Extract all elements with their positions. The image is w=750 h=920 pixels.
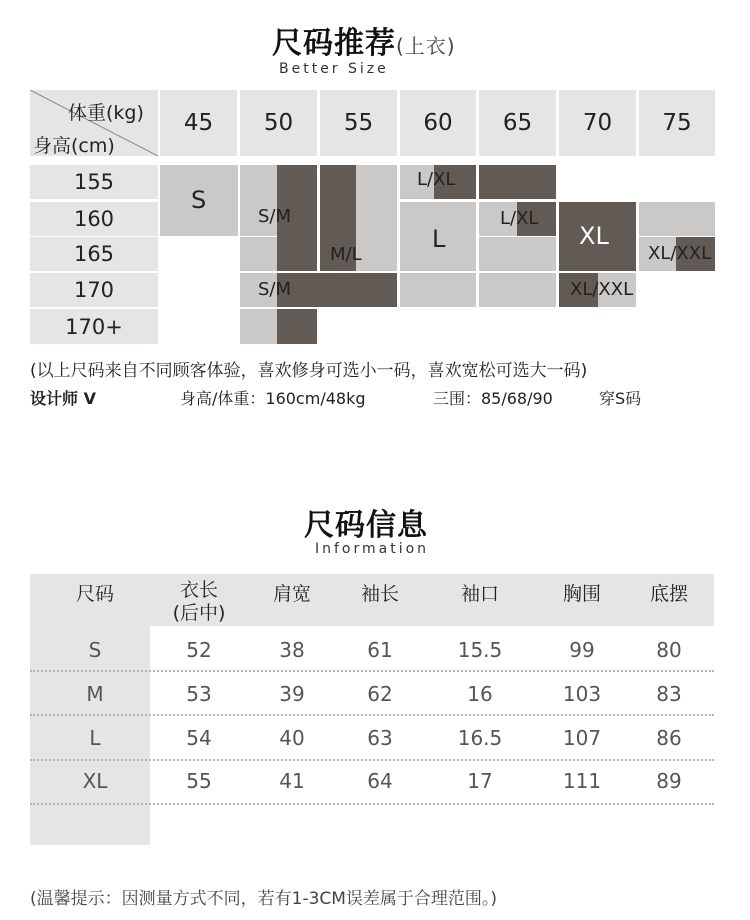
table-cell: 103: [562, 682, 602, 706]
height-label: 165: [30, 237, 158, 271]
header-sleeve-length: 袖长: [360, 583, 399, 605]
table-cell: 17: [467, 769, 493, 793]
size-cell: L: [89, 726, 101, 750]
designer-size: 穿S码: [599, 389, 642, 408]
weight-header: 45: [160, 90, 237, 156]
measurement-tip: (温馨提示：因测量方式不同，若有1-3CM误差属于合理范围。): [30, 889, 498, 909]
size-block-light: [240, 309, 277, 344]
info-subtitle: Information: [315, 541, 430, 557]
size-label-s-m: S/M: [258, 206, 292, 227]
size-block-light: [356, 165, 397, 271]
table-cell: 61: [367, 638, 393, 662]
header-size: 尺码: [75, 583, 114, 605]
table-cell: 39: [279, 682, 305, 706]
weight-header: 65: [479, 90, 556, 156]
weight-header: 50: [240, 90, 317, 156]
size-label-l: L: [432, 225, 446, 253]
table-cell: 41: [279, 769, 305, 793]
size-label-xl-xxl: XL/XXL: [648, 243, 712, 264]
weight-header: 70: [559, 90, 636, 156]
designer-name: 设计师 V: [30, 389, 96, 408]
table-cell: 16: [467, 682, 493, 706]
size-label-s-m: S/M: [258, 279, 292, 300]
table-cell: 40: [279, 726, 305, 750]
size-label-m-l: M/L: [330, 244, 362, 265]
table-cell: 64: [367, 769, 393, 793]
size-cell: XL: [82, 769, 108, 793]
table-cell: 83: [656, 682, 682, 706]
weight-header: 55: [320, 90, 397, 156]
table-cell: 55: [186, 769, 212, 793]
height-label: 170: [30, 273, 158, 307]
weight-header: 75: [639, 90, 715, 156]
header-hem: 底摆: [649, 583, 688, 605]
height-label: 170+: [30, 309, 158, 344]
table-cell: 63: [367, 726, 393, 750]
table-cell: 107: [562, 726, 602, 750]
table-cell: 15.5: [457, 638, 503, 662]
recommend-title-text: 尺码推荐: [272, 26, 396, 61]
recommend-title-suffix: (上衣): [396, 34, 456, 58]
size-label-s: S: [191, 186, 207, 214]
weight-header: 60: [400, 90, 476, 156]
header-length: 衣长 (后中): [172, 579, 226, 624]
size-block-light: [400, 273, 476, 307]
row-divider: [30, 759, 714, 761]
size-block-light: [639, 202, 715, 236]
table-cell: 52: [186, 638, 212, 662]
corner-weight-label: 体重(kg): [68, 102, 144, 124]
table-cell: 99: [569, 638, 595, 662]
recommend-subtitle: Better Size: [279, 61, 389, 77]
size-block-dark: [277, 273, 397, 307]
table-cell: 86: [656, 726, 682, 750]
header-chest: 胸围: [562, 583, 601, 605]
recommend-title: [272, 18, 456, 62]
size-block-light: [479, 273, 556, 307]
table-cell: 111: [562, 769, 602, 793]
corner-height-label: 身高(cm): [33, 135, 115, 157]
designer-measurements: 三围：85/68/90: [433, 389, 553, 408]
row-divider: [30, 670, 714, 672]
recommend-note: (以上尺码来自不同顾客体验，喜欢修身可选小一码，喜欢宽松可选大一码): [30, 361, 588, 381]
size-block-light: [479, 237, 556, 271]
size-label-l-xl: L/XL: [417, 169, 456, 190]
size-block-dark: [277, 309, 317, 344]
size-block-dark: [479, 165, 556, 199]
height-label: 160: [30, 202, 158, 236]
table-cell: 38: [279, 638, 305, 662]
info-title: 尺码信息: [304, 508, 428, 543]
size-label-xl: XL: [579, 222, 609, 250]
size-cell: S: [88, 638, 102, 662]
size-block-light: [240, 237, 277, 271]
height-label: 155: [30, 165, 158, 199]
header-cuff: 袖口: [460, 583, 499, 605]
table-cell: 62: [367, 682, 393, 706]
table-cell: 89: [656, 769, 682, 793]
size-label-xl-xxl: XL/XXL: [570, 279, 634, 300]
designer-height-weight: 身高/体重：160cm/48kg: [180, 389, 366, 408]
row-divider: [30, 714, 714, 716]
size-cell: M: [86, 682, 104, 706]
table-cell: 16.5: [457, 726, 503, 750]
row-divider: [30, 803, 714, 805]
size-label-l-xl: L/XL: [500, 208, 539, 229]
table-cell: 54: [186, 726, 212, 750]
table-cell: 80: [656, 638, 682, 662]
table-cell: 53: [186, 682, 212, 706]
header-shoulder: 肩宽: [272, 583, 311, 605]
corner-cell: [30, 90, 158, 156]
